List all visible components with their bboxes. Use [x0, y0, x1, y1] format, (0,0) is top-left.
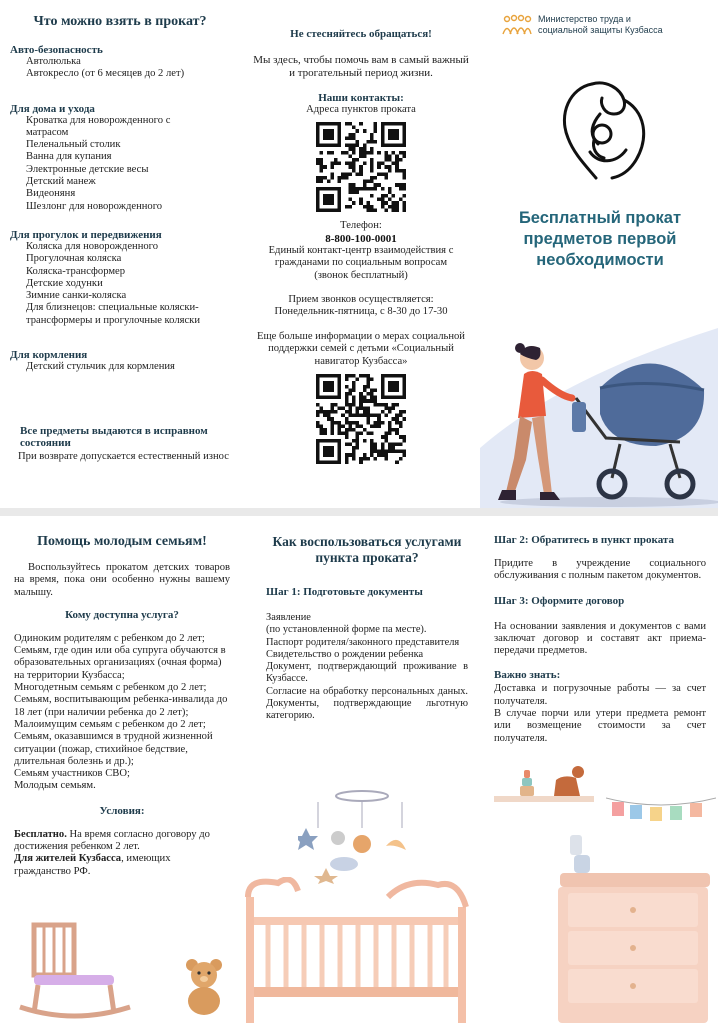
hours-value: Понедельник-пятница, с 8-30 до 17-30 — [274, 306, 448, 318]
list-item: Ванна для купания — [26, 151, 112, 163]
steps-column — [480, 516, 718, 1031]
condition-note-text: При возврате допускается естественный износ — [18, 451, 229, 463]
list-item: Пеленальный столик — [26, 139, 121, 151]
list-item: Коляска для новорожденного — [26, 240, 159, 252]
list-item: Шезлонг для новорожденного — [26, 200, 163, 212]
list-item: Паспорт родителя/законного представителя — [266, 636, 460, 648]
list-item: Коляска-трансформер — [26, 265, 126, 277]
condition-note-heading: Все предметы выдаются в исправном состоянии — [20, 425, 208, 450]
family-logo-icon — [502, 14, 532, 36]
condition-free — [14, 829, 230, 854]
rocking-chair-illustration — [14, 915, 134, 1025]
contact-center-text: Единый контакт-центр взаимодействия с гражданами по социальным вопросам — [268, 244, 454, 269]
contacts-column — [240, 0, 480, 508]
brochure-outer-side — [0, 0, 718, 508]
list-item: Для близнецов: специальные коляски- — [26, 302, 199, 314]
list-item: (по установленной форме па месте). — [266, 624, 427, 636]
list-item: Заявление — [266, 612, 311, 623]
list-item: Детский стульчик для кормления — [26, 361, 175, 373]
list-item: трансформеры и прогулочные коляски — [26, 314, 200, 326]
mother-baby-icon — [540, 74, 660, 184]
condition-free-label: Бесплатно. — [14, 828, 67, 840]
condition-residents-label: Для жителей Кузбасса — [14, 853, 122, 865]
list-item: Электронные детские весы — [26, 163, 149, 175]
list-item: Малоимущим семьям с ребенком до 2 лет; — [14, 718, 206, 730]
condition-free-text: На время согласно договору до достижения ребенком 2 лет. — [14, 828, 210, 853]
help-title: Помощь молодым семьям! — [37, 534, 207, 549]
how-to-column — [244, 516, 480, 1031]
contact-intro: Мы здесь, чтобы помочь вам в самый важный и трогательный период жизни. — [253, 54, 469, 79]
list-item: Видеоняня — [26, 188, 76, 200]
crib-illustration — [238, 877, 478, 1027]
item-list — [10, 361, 230, 373]
toy-shelf-illustration — [494, 756, 594, 804]
condition-residents — [14, 853, 230, 878]
cover-title: Бесплатный прокат предметов первой необходимости — [518, 209, 682, 269]
step1-heading: Шаг 1: Подготовьте документы — [266, 586, 423, 598]
list-item: Одиноким родителям с ребенком до 2 лет; — [14, 632, 205, 644]
eligibility-column — [0, 516, 240, 1031]
help-intro: Воспользуйтесь прокатом детских товаров на время, пока они особенно нужны вашему малышу. — [14, 562, 230, 598]
rental-items-title: Что можно взять в прокат? — [33, 14, 207, 29]
mother-with-stroller-illustration — [480, 318, 718, 508]
important-damage: В случае порчи или утери предмета ремонт или возмещение стоимости за счет получателя. — [494, 708, 706, 744]
list-item: Семьям участников СВО; — [14, 768, 130, 780]
list-item: Согласие на обработку персональных даных. Документы, подтверждающие льготную категорию. — [266, 685, 468, 722]
navigator-qr-code[interactable] — [316, 374, 406, 464]
contact-heading: Не стесняйтесь обращаться! — [290, 28, 432, 40]
addresses-qr-code[interactable] — [316, 122, 406, 212]
important-delivery: Доставка и погрузочные работы — за счет получателя. — [494, 683, 706, 707]
step3-heading: Шаг 3: Оформите договор — [494, 594, 625, 607]
list-item: Зимние санки-коляска — [26, 290, 127, 302]
item-list — [10, 115, 230, 213]
conditions-heading: Условия: — [99, 804, 145, 817]
list-item: матрасом — [26, 126, 69, 138]
list-item: Свидетельство о рождении ребенка — [266, 648, 424, 660]
page-fold-gap — [0, 508, 718, 516]
dresser-with-baby-monitor-illustration — [540, 829, 718, 1029]
documents-list — [266, 612, 468, 723]
list-item: Семьям, где один или оба супруга обучаются в образовательных организациях (очная форма) на территории Кузбасса; — [14, 645, 226, 681]
baby-mobile-illustration — [298, 788, 428, 884]
phone-number[interactable]: 8-800-100-0001 — [325, 232, 397, 245]
list-item: Детский манеж — [26, 176, 96, 188]
phone-label: Телефон: — [340, 220, 382, 232]
list-item: Многодетным семьям с ребенком до 2 лет; — [14, 682, 207, 694]
rental-items-column — [0, 0, 240, 508]
condition-residents-text: , имеющих гражданство РФ. — [14, 853, 171, 877]
hours-label: Прием звонков осуществляется: — [288, 294, 434, 306]
ministry-logo — [502, 14, 668, 36]
step2-heading: Шаг 2: Обратитесь в пункт проката — [494, 534, 674, 546]
eligibility-list — [14, 633, 230, 793]
how-to-title: Как воспользоваться услугами пункта проката? — [272, 534, 462, 565]
list-item: Документ, подтверждающий проживание в Кузбассе. — [266, 661, 468, 685]
contacts-heading: Наши контакты: — [318, 92, 404, 104]
step2-text: Придите в учреждение социального обслуживания с полным пакетом документов. — [494, 558, 706, 582]
list-item: Семьям, оказавшимся в трудной жизненной ситуации (пожар, стихийное бедствие, длительная болезнь и др.); — [14, 731, 213, 767]
teddy-bear-illustration — [182, 957, 226, 1017]
free-call-note: (звонок бесплатный) — [314, 269, 408, 281]
section-heading: Для кормления — [10, 349, 88, 362]
more-info-text: Еще больше информации о мерах социальной поддержки семей с детьми «Социальный навигатор Кузбасса» — [257, 330, 465, 367]
list-item: Автокресло (от 6 месяцев до 2 лет) — [26, 68, 185, 80]
list-item: Прогулочная коляска — [26, 253, 122, 265]
important-heading: Важно знать: — [494, 669, 561, 682]
item-list — [10, 241, 230, 327]
bunting-illustration — [606, 794, 716, 834]
cover-column — [480, 0, 718, 508]
section-heading: Для дома и ухода — [10, 102, 95, 115]
section-heading: Авто-безопасность — [10, 44, 103, 56]
section-heading: Для прогулок и передвижения — [10, 228, 162, 241]
list-item: Молодым семьям. — [14, 780, 96, 792]
addresses-label: Адреса пунктов проката — [306, 104, 416, 115]
list-item: Семьям, воспитывающим ребенка-инвалида до 18 лет (при наличии ребенка до 2 лет); — [14, 694, 228, 718]
list-item: Автолюлька — [26, 56, 81, 67]
item-list — [10, 56, 230, 81]
list-item: Кроватка для новорожденного с — [26, 114, 171, 126]
brochure-inner-side — [0, 516, 718, 1031]
step3-text: На основании заявления и документов с вами заключат договор и составят акт приема-передачи предметов. — [494, 620, 706, 657]
list-item: Детские ходунки — [26, 277, 103, 289]
ministry-name: Министерство труда и социальной защиты Кузбасса — [538, 14, 663, 35]
eligibility-heading: Кому доступна услуга? — [65, 608, 179, 621]
